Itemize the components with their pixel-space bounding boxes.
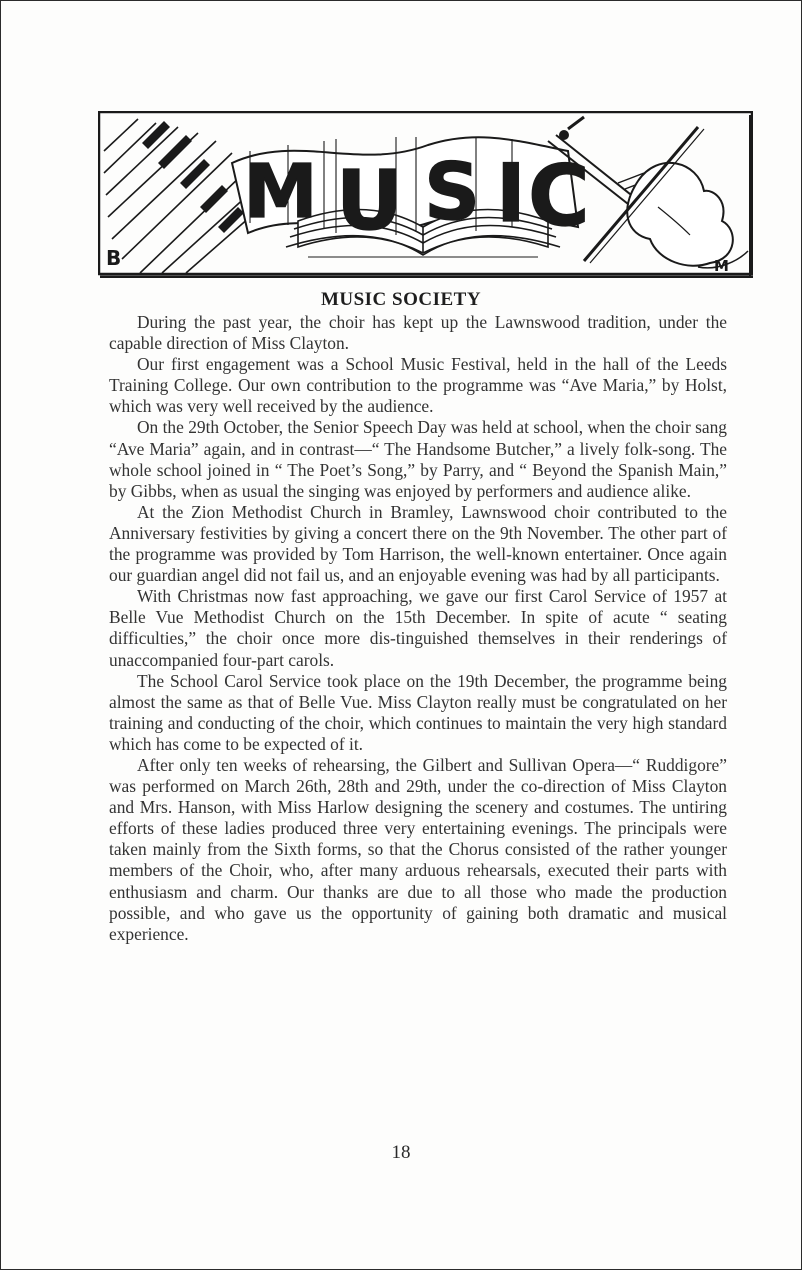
banner-letter-s: S — [424, 148, 481, 238]
artist-initial-m: M — [714, 257, 729, 275]
paragraph: At the Zion Methodist Church in Bramley, Lawnswood choir contributed to the Anniversary festivities by giving a concert there on the 9th November. The other part of the programme was provided by Tom Harrison, the well-known entertainer. Once again our guardian angel did not fail us, and an enjoyable evening was had by all participants. — [109, 501, 727, 586]
paragraph: On the 29th October, the Senior Speech Day was held at school, when the choir sang “Ave Maria” again, and in contrast—“ The Handsome Butcher,” a lively folk-song. The whole school joined in “ The Poet’s Song,” by Parry, and “ Beyond the Spanish Main,” by Gibbs, when as usual the singing was enjoyed by performers and audience alike. — [109, 417, 727, 501]
banner-letter-m: M — [244, 149, 318, 235]
paragraph: During the past year, the choir has kept up the Lawnswood tradition, under the capable direction of Miss Clayton. — [109, 312, 727, 354]
banner-letter-i: I — [496, 147, 526, 240]
article-body — [109, 312, 727, 945]
banner-letter-c: C — [528, 147, 590, 245]
page-number: 18 — [391, 1142, 411, 1163]
banner-letter-u: U — [336, 154, 403, 249]
artist-initial-b: B — [106, 246, 122, 270]
paragraph: After only ten weeks of rehearsing, the Gilbert and Sullivan Opera—“ Ruddigore” was performed on March 26th, 28th and 29th, under the co-direction of Miss Clayton and Mrs. Hanson, with Miss Harlow designing the scenery and costumes. The untiring efforts of these ladies produced three very entertaining evenings. The principals were taken mainly from the Sixth forms, so that the Chorus consisted of the rather younger members of the Choir, who, after many arduous rehearsals, executed their parts with enthusiasm and charm. Our thanks are due to all those who made the production possible, and who gave us the opportunity of gaining both dramatic and musical experience. — [109, 754, 727, 944]
paragraph: The School Carol Service took place on the 19th December, the programme being almost the same as that of Belle Vue. Miss Clayton really must be congratulated on her training and conducting of the choir, which continues to maintain the very high standard which has come to be expected of it. — [109, 670, 727, 754]
paragraph: Our first engagement was a School Music Festival, held in the hall of the Leeds Training College. Our own contribution to the programme was “Ave Maria,” by Holst, which was very well received by the audience. — [109, 354, 727, 417]
section-heading: MUSIC SOCIETY — [320, 289, 482, 310]
piano-keys-icon — [104, 119, 250, 273]
paragraph: With Christmas now fast approaching, we gave our first Carol Service of 1957 at Belle Vue Methodist Church on the 15th December. In spite of acute “ seating difficulties,” the choir once more dis-tinguished themselves in their renderings of unaccompanied four-part carols. — [109, 586, 727, 670]
music-banner-illustration — [98, 111, 753, 278]
